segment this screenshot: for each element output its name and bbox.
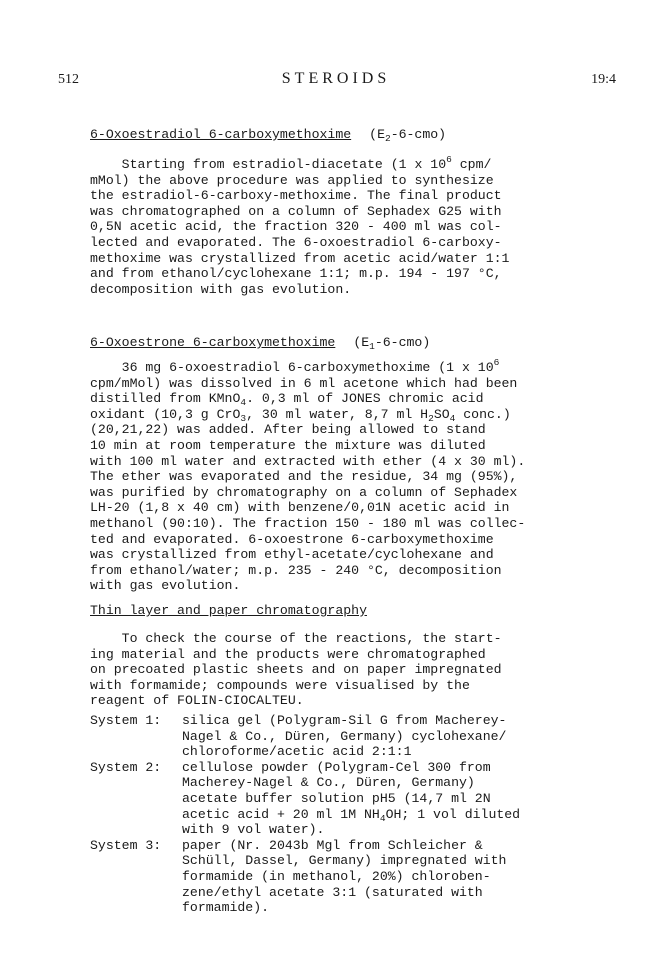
paragraph: Starting from estradiol-diacetate (1 x $10^6$ cpm/ mMol) the above procedure was applied to synthesize the estradiol-6-carboxy-methoxime. The final product was chromatographed on a column of Sephadex G25 with 0,5N acetic acid, the fraction 320 - 400 ml was col- lected and evaporated. The 6-oxoestradiol 6-carboxy- methoxime was crystallized from acetic acid/water 1:1 and from ethanol/cyclohexane 1:1; m.p. 194 - 197 °C, decomposition with gas evolution.: [90, 154, 510, 297]
section-title: Thin layer and paper chromatography: [90, 603, 367, 618]
paragraph: 36 mg 6-oxoestradiol 6-carboxymethoxime (1 x $10^6$ cpm/mMol) was dissolved in 6 ml acetone which had been distilled from KMnO$_4$. 0,3 ml of JONES chromic acid oxidant (10,3 g CrO$_3$, 30 ml water, 8,7 ml $H_2SO_4$ conc.) (20,21,22) was added. After being allowed to stand 10 min at room temperature the mixture was diluted with 100 ml water and extracted with ether (4 x 30 ml). The ether was evaporated and the residue, 34 mg (95%), was purified by chromatography on a column of Sephadex LH-20 (1,8 x 40 cm) with benzene/0,01N acetic acid in methanol (90:10). The fraction 150 - 180 ml was collec- ted and evaporated. 6-oxoestrone 6-carboxymethoxime was crystallized from ethyl-acetate/cyclohexane and from ethanol/water; m.p. 235 - 240 °C, decomposition with gas evolution.: [90, 357, 526, 594]
issue-number: 19:4: [591, 72, 616, 87]
system-item-3: [90, 838, 590, 916]
section-abbreviation: $(E_2-6-cmo)$: [369, 127, 447, 144]
system-item-1: [90, 713, 590, 760]
section-abbreviation: $(E_1-6-cmo)$: [353, 335, 431, 352]
system-description: silica gel (Polygram-Sil G from Macherey- Nagel & Co., Düren, Germany) cyclohexane/ chloroforme/acetic acid 2:1:1: [182, 713, 507, 760]
system-label: System 1:: [90, 713, 162, 728]
system-description: paper (Nr. 2043b Mgl from Schleicher & Schüll, Dassel, Germany) impregnated with formamide (in methanol, 20%) chloroben- zene/ethyl acetate 3:1 (saturated with formamide).: [182, 837, 507, 916]
section-heading-chromatography: [90, 603, 367, 619]
chromatography-systems-list: [90, 713, 590, 916]
section-title: 6-Oxoestrone 6-carboxymethoxime: [90, 335, 336, 350]
system-label: System 3:: [90, 837, 162, 853]
section-body-oxoestradiol: [90, 154, 590, 297]
page-number: 512: [58, 72, 79, 87]
section-body-chromatography: [90, 631, 590, 709]
system-label: System 2:: [90, 759, 162, 775]
section-body-oxoestrone: [90, 357, 590, 594]
section-heading-oxoestrone: [90, 335, 430, 351]
running-header: [0, 72, 672, 96]
paragraph: To check the course of the reactions, the start- ing material and the products were chromatographed on precoated plastic sheets and on paper impregnated with formamide; compounds were visualised by the reagent of FOLIN-CIOCALTEU.: [90, 631, 502, 709]
system-item-2: [90, 760, 590, 838]
journal-title: STEROIDS: [281, 70, 391, 87]
section-heading-oxoestradiol: [90, 127, 446, 143]
system-description: cellulose powder (Polygram-Cel 300 from Macherey-Nagel & Co., Düren, Germany) acetate buffer solution pH5 (14,7 ml 2N acetic acid + 20 ml 1M $NH_4OH$; 1 vol diluted with 9 vol water).: [182, 759, 521, 838]
section-title: 6-Oxoestradiol 6-carboxymethoxime: [90, 127, 352, 142]
